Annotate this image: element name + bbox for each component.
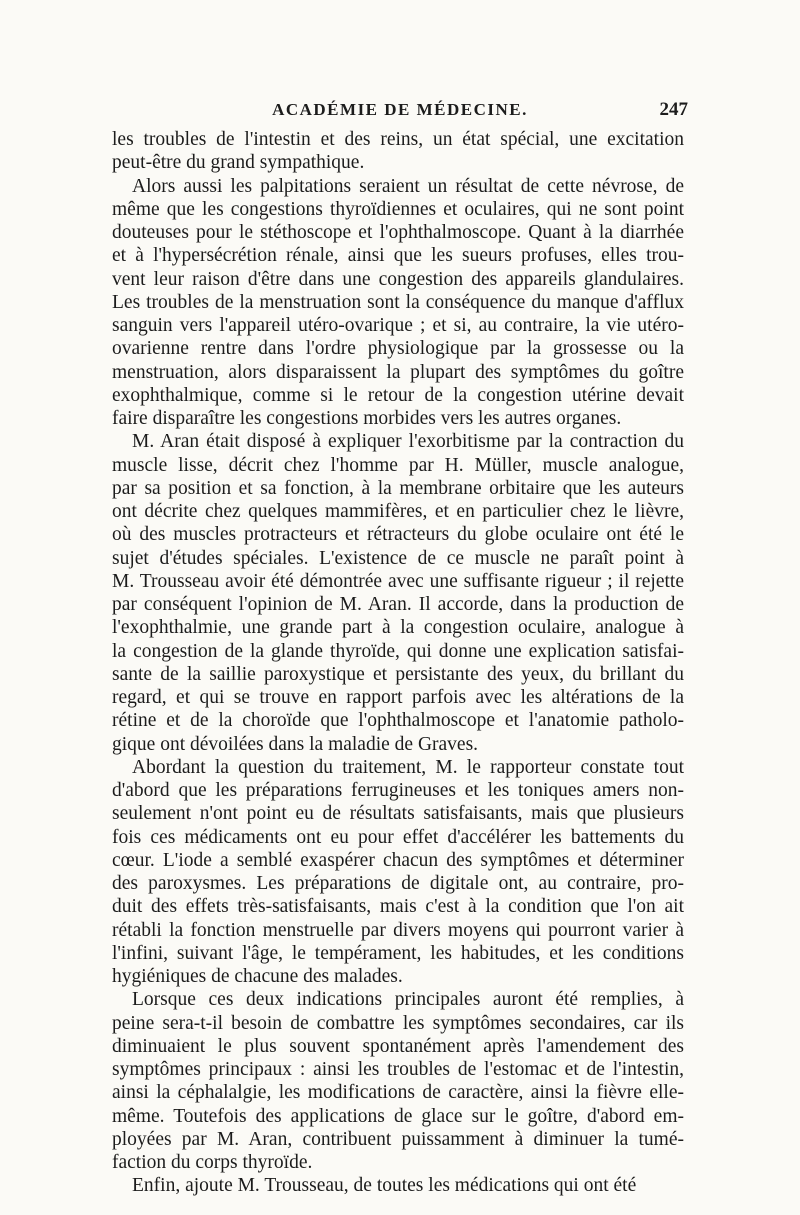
page-number: 247 — [659, 99, 688, 120]
text-line: peut-être du grand sympathique. — [112, 152, 365, 174]
text-line: cœur. L'iode a semblé exaspérer chacun des symptômes et déterminer — [112, 849, 684, 871]
text-line: par sa position et sa fonction, à la membrane orbitaire que les auteurs — [112, 477, 684, 499]
text-line: ployées par M. Aran, contribuent puissamment à diminuer la tumé- — [112, 1128, 684, 1150]
text-line: hygiéniques de chacune des malades. — [112, 966, 403, 987]
text-line: sante de la saillie paroxystique et persistante des yeux, du brillant du — [112, 663, 684, 685]
text-line: Lorsque ces deux indications principales auront été remplies, à — [132, 989, 684, 1011]
text-line: d'abord que les préparations ferrugineuses et les toniques amers non- — [112, 780, 684, 801]
text-line: les troubles de l'intestin et des reins, un état spécial, une excitation — [112, 129, 684, 150]
text-line: vent leur raison d'être dans une congestion des appareils glandulaires. — [112, 268, 684, 290]
text-line: où des muscles protracteurs et rétracteurs du globe oculaire ont été le — [112, 524, 684, 546]
text-line: même que les congestions thyroïdiennes et oculaires, qui ne sont point — [112, 198, 684, 220]
text-line: gique ont dévoilées dans la maladie de Graves. — [112, 733, 479, 755]
text-line: même. Toutefois des applications de glace sur le goître, d'abord em- — [112, 1105, 684, 1127]
text-line: par conséquent l'opinion de M. Aran. Il accorde, dans la production de — [112, 594, 684, 615]
text-line: M. Trousseau avoir été démontrée avec une suffisante rigueur ; il rejette — [112, 570, 684, 592]
text-line: Abordant la question du traitement, M. le rapporteur constate tout — [132, 756, 684, 778]
text-line: l'infini, suivant l'âge, le tempérament, les habitudes, et les conditions — [112, 942, 684, 964]
text-line: sanguin vers l'appareil utéro-ovarique ; et si, au contraire, la vie utéro- — [112, 315, 684, 336]
text-line: douteuses pour le stéthoscope et l'ophthalmoscope. Quant à la diarrhée — [112, 222, 684, 243]
text-line: des paroxysmes. Les préparations de digitale ont, au contraire, pro- — [112, 873, 684, 894]
text-line: rétine et de la choroïde que l'ophthalmoscope et l'anatomie patholo- — [112, 710, 684, 732]
text-line: rétabli la fonction menstruelle par divers moyens qui pourront varier à — [112, 919, 684, 941]
text-line: ainsi la céphalalgie, les modifications de caractère, ainsi la fièvre elle- — [112, 1082, 684, 1104]
running-head-title: ACADÉMIE DE MÉDECINE. — [272, 100, 528, 119]
body-text — [112, 128, 684, 1198]
text-line: Enfin, ajoute M. Trousseau, de toutes les médications qui ont été — [132, 1175, 637, 1197]
text-line: fois ces médicaments ont eu pour effet d'accélérer les battements du — [112, 826, 684, 848]
running-head — [112, 96, 688, 124]
text-line: diminuaient le plus souvent spontanément après l'amendement des — [112, 1035, 684, 1057]
text-line: et à l'hypersécrétion rénale, ainsi que les sueurs profuses, elles trou- — [112, 245, 684, 267]
text-line: Les troubles de la menstruation sont la conséquence du manque d'afflux — [112, 291, 684, 313]
text-line: ovarienne rentre dans l'ordre physiologique par la grossesse ou la — [112, 338, 684, 360]
text-line: faction du corps thyroïde. — [112, 1152, 313, 1173]
text-line: seulement n'ont point eu de résultats satisfaisants, mais que plusieurs — [112, 803, 684, 825]
text-line: l'exophthalmie, une grande part à la congestion oculaire, analogue à — [112, 617, 684, 639]
text-line: ont décrite chez quelques mammifères, et en particulier chez le lièvre, — [112, 501, 684, 522]
text-line: la congestion de la glande thyroïde, qui donne une explication satisfai- — [112, 640, 684, 662]
text-line: duit des effets très-satisfaisants, mais c'est à la condition que l'on ait — [112, 896, 684, 918]
text-line: muscle lisse, décrit chez l'homme par H. Müller, muscle analogue, — [112, 454, 684, 476]
text-line: menstruation, alors disparaissent la plupart des symptômes du goître — [112, 361, 684, 383]
text-line: M. Aran était disposé à expliquer l'exorbitisme par la contraction du — [132, 431, 684, 453]
text-line: Alors aussi les palpitations seraient un résultat de cette névrose, de — [132, 175, 684, 197]
text-line: symptômes principaux : ainsi les troubles de l'estomac et de l'intestin, — [112, 1059, 684, 1080]
text-line: regard, et qui se trouve en rapport parfois avec les altérations de la — [112, 687, 684, 708]
text-line: peine sera-t-il besoin de combattre les symptômes secondaires, car ils — [112, 1012, 684, 1034]
text-line: faire disparaître les congestions morbides vers les autres organes. — [112, 408, 622, 429]
text-line: exophthalmique, comme si le retour de la congestion utérine devait — [112, 384, 684, 406]
text-line: sujet d'études spéciales. L'existence de ce muscle ne paraît point à — [112, 547, 684, 569]
